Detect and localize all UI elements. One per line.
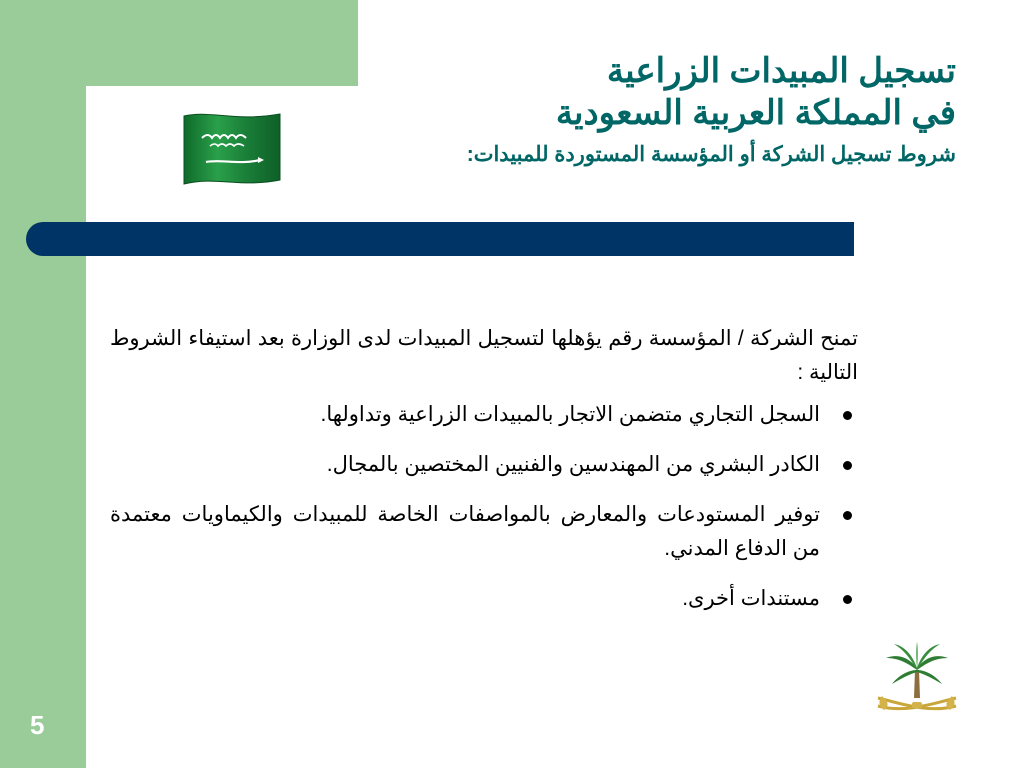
slide-body <box>110 322 858 632</box>
list-item <box>110 498 858 566</box>
slide-title <box>316 50 956 168</box>
title-line-1: تسجيل المبيدات الزراعية <box>606 52 956 90</box>
bullet-dot-icon <box>843 511 852 520</box>
bullet-dot-icon <box>843 461 852 470</box>
list-item-text: مستندات أخرى. <box>682 587 820 610</box>
content-corner-curve <box>86 86 146 146</box>
top-green-band <box>0 0 358 86</box>
slide-subtitle: شروط تسجيل الشركة أو المؤسسة المستوردة للمبيدات: <box>466 143 956 166</box>
bullet-dot-icon <box>843 595 852 604</box>
saudi-flag-icon <box>180 110 284 188</box>
list-item-text: الكادر البشري من المهندسين والفنيين المختصين بالمجال. <box>326 453 820 476</box>
bullet-dot-icon <box>843 411 852 420</box>
intro-paragraph: تمنح الشركة / المؤسسة رقم يؤهلها لتسجيل المبيدات لدى الوزارة بعد استيفاء الشروط التالية : <box>110 327 858 384</box>
left-green-band <box>0 0 86 768</box>
list-item-text: السجل التجاري متضمن الاتجار بالمبيدات الزراعية وتداولها. <box>320 403 820 426</box>
list-item-text: توفير المستودعات والمعارض بالمواصفات الخاصة للمبيدات والكيماويات معتمدة من الدفاع المدني. <box>110 503 820 560</box>
title-divider-bar <box>26 222 854 256</box>
conditions-list <box>110 398 858 616</box>
saudi-emblem-palm-swords-icon <box>872 640 962 726</box>
title-line-2: في المملكة العربية السعودية <box>555 94 956 132</box>
list-item <box>110 448 858 482</box>
list-item <box>110 582 858 616</box>
list-item <box>110 398 858 432</box>
slide-number: 5 <box>30 710 45 740</box>
